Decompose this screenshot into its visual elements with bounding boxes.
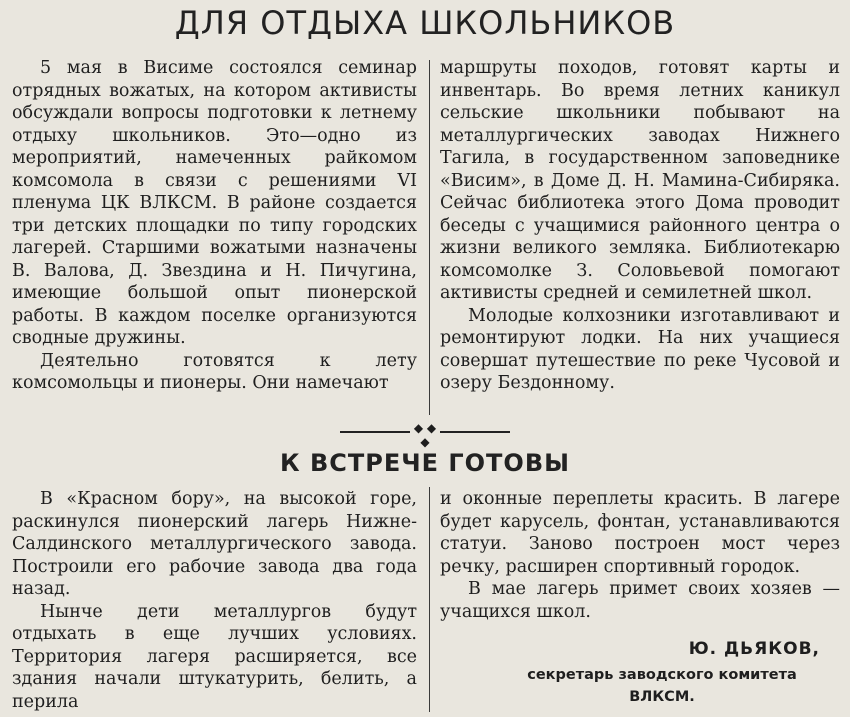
article-1-paragraph: Деятельно готовятся к лету комсомольцы и пионеры. Они намечают: [12, 350, 417, 393]
article-2-right-column: [440, 488, 840, 623]
signature-name: Ю. ДЬЯКОВ,: [688, 639, 820, 659]
article-2-paragraph: Нынче дети металлургов будут отдыхать в еще лучших условиях. Территория лагеря расширяется, все здания начали штукатурить, белить, а перила: [12, 601, 417, 712]
article-1-right-column: [440, 57, 840, 395]
article-2-paragraph: В «Красном бору», на высокой горе, раскинулся пионерский лагерь Нижне-Салдинского металлургического завода. Построили его рабочие завода два года назад.: [12, 489, 417, 599]
section-separator: [340, 421, 510, 449]
article-2-left-column: [12, 488, 417, 713]
separator-rule-right: [440, 431, 510, 433]
article-1-paragraph: маршруты походов, готовят карты и инвентарь. Во время летних каникул сельские школьники побывают на металлургических заводах Нижнего Тагила, в государственном заповеднике «Висим», в Доме Д. Н. Мамина-Сибиряка. Сейчас библиотека этого Дома проводит беседы с учащимися районного центра о жизни великого земляка. Библиотекарю комсомолке З. Соловьевой помогают активисты средней и семилетней школ.: [440, 58, 840, 303]
separator-ornament: ◆ ◆ ◆: [413, 421, 437, 449]
signature-title: [502, 664, 822, 708]
article-1-paragraph: Молодые колхозники изготавливают и ремонтируют лодки. На них учащиеся совершат путешествие по реке Чусовой и озеру Бездонному.: [440, 305, 840, 393]
article-1-left-column: [12, 57, 417, 395]
article-1-headline: ДЛЯ ОТДЫХА ШКОЛЬНИКОВ: [174, 4, 676, 42]
article-1-paragraph: 5 мая в Висиме состоялся семинар отрядных вожатых, на котором активисты обсуждали вопросы подготовки к летнему отдыху школьников. Это—одно из мероприятий, намеченных райкомом комсомола в связи с решениями VI пленума ЦК ВЛКСМ. В районе создается три детских площадки по типу городских лагерей. Старшими вожатыми назначены В. Валова, Д. Звездина и Н. Пичугина, имеющие большой опыт пионерской работы. В каждом поселке организуются сводные дружины.: [12, 58, 417, 348]
article-2-headline: К ВСТРЕЧЕ ГОТОВЫ: [279, 449, 570, 477]
article-2-paragraph: и оконные переплеты красить. В лагере будет карусель, фонтан, устанавливаются статуи. Заново построен мост через речку, расширен спортивный городок.: [440, 489, 840, 577]
signature-title-line: ВЛКСМ.: [629, 689, 695, 705]
separator-rule-left: [340, 431, 410, 433]
column-divider: [429, 60, 430, 415]
signature-title-line: секретарь заводского комитета: [527, 667, 797, 683]
column-divider: [429, 487, 430, 712]
article-2-paragraph: В мае лагерь примет своих хозяев — учащихся школ.: [440, 579, 840, 622]
